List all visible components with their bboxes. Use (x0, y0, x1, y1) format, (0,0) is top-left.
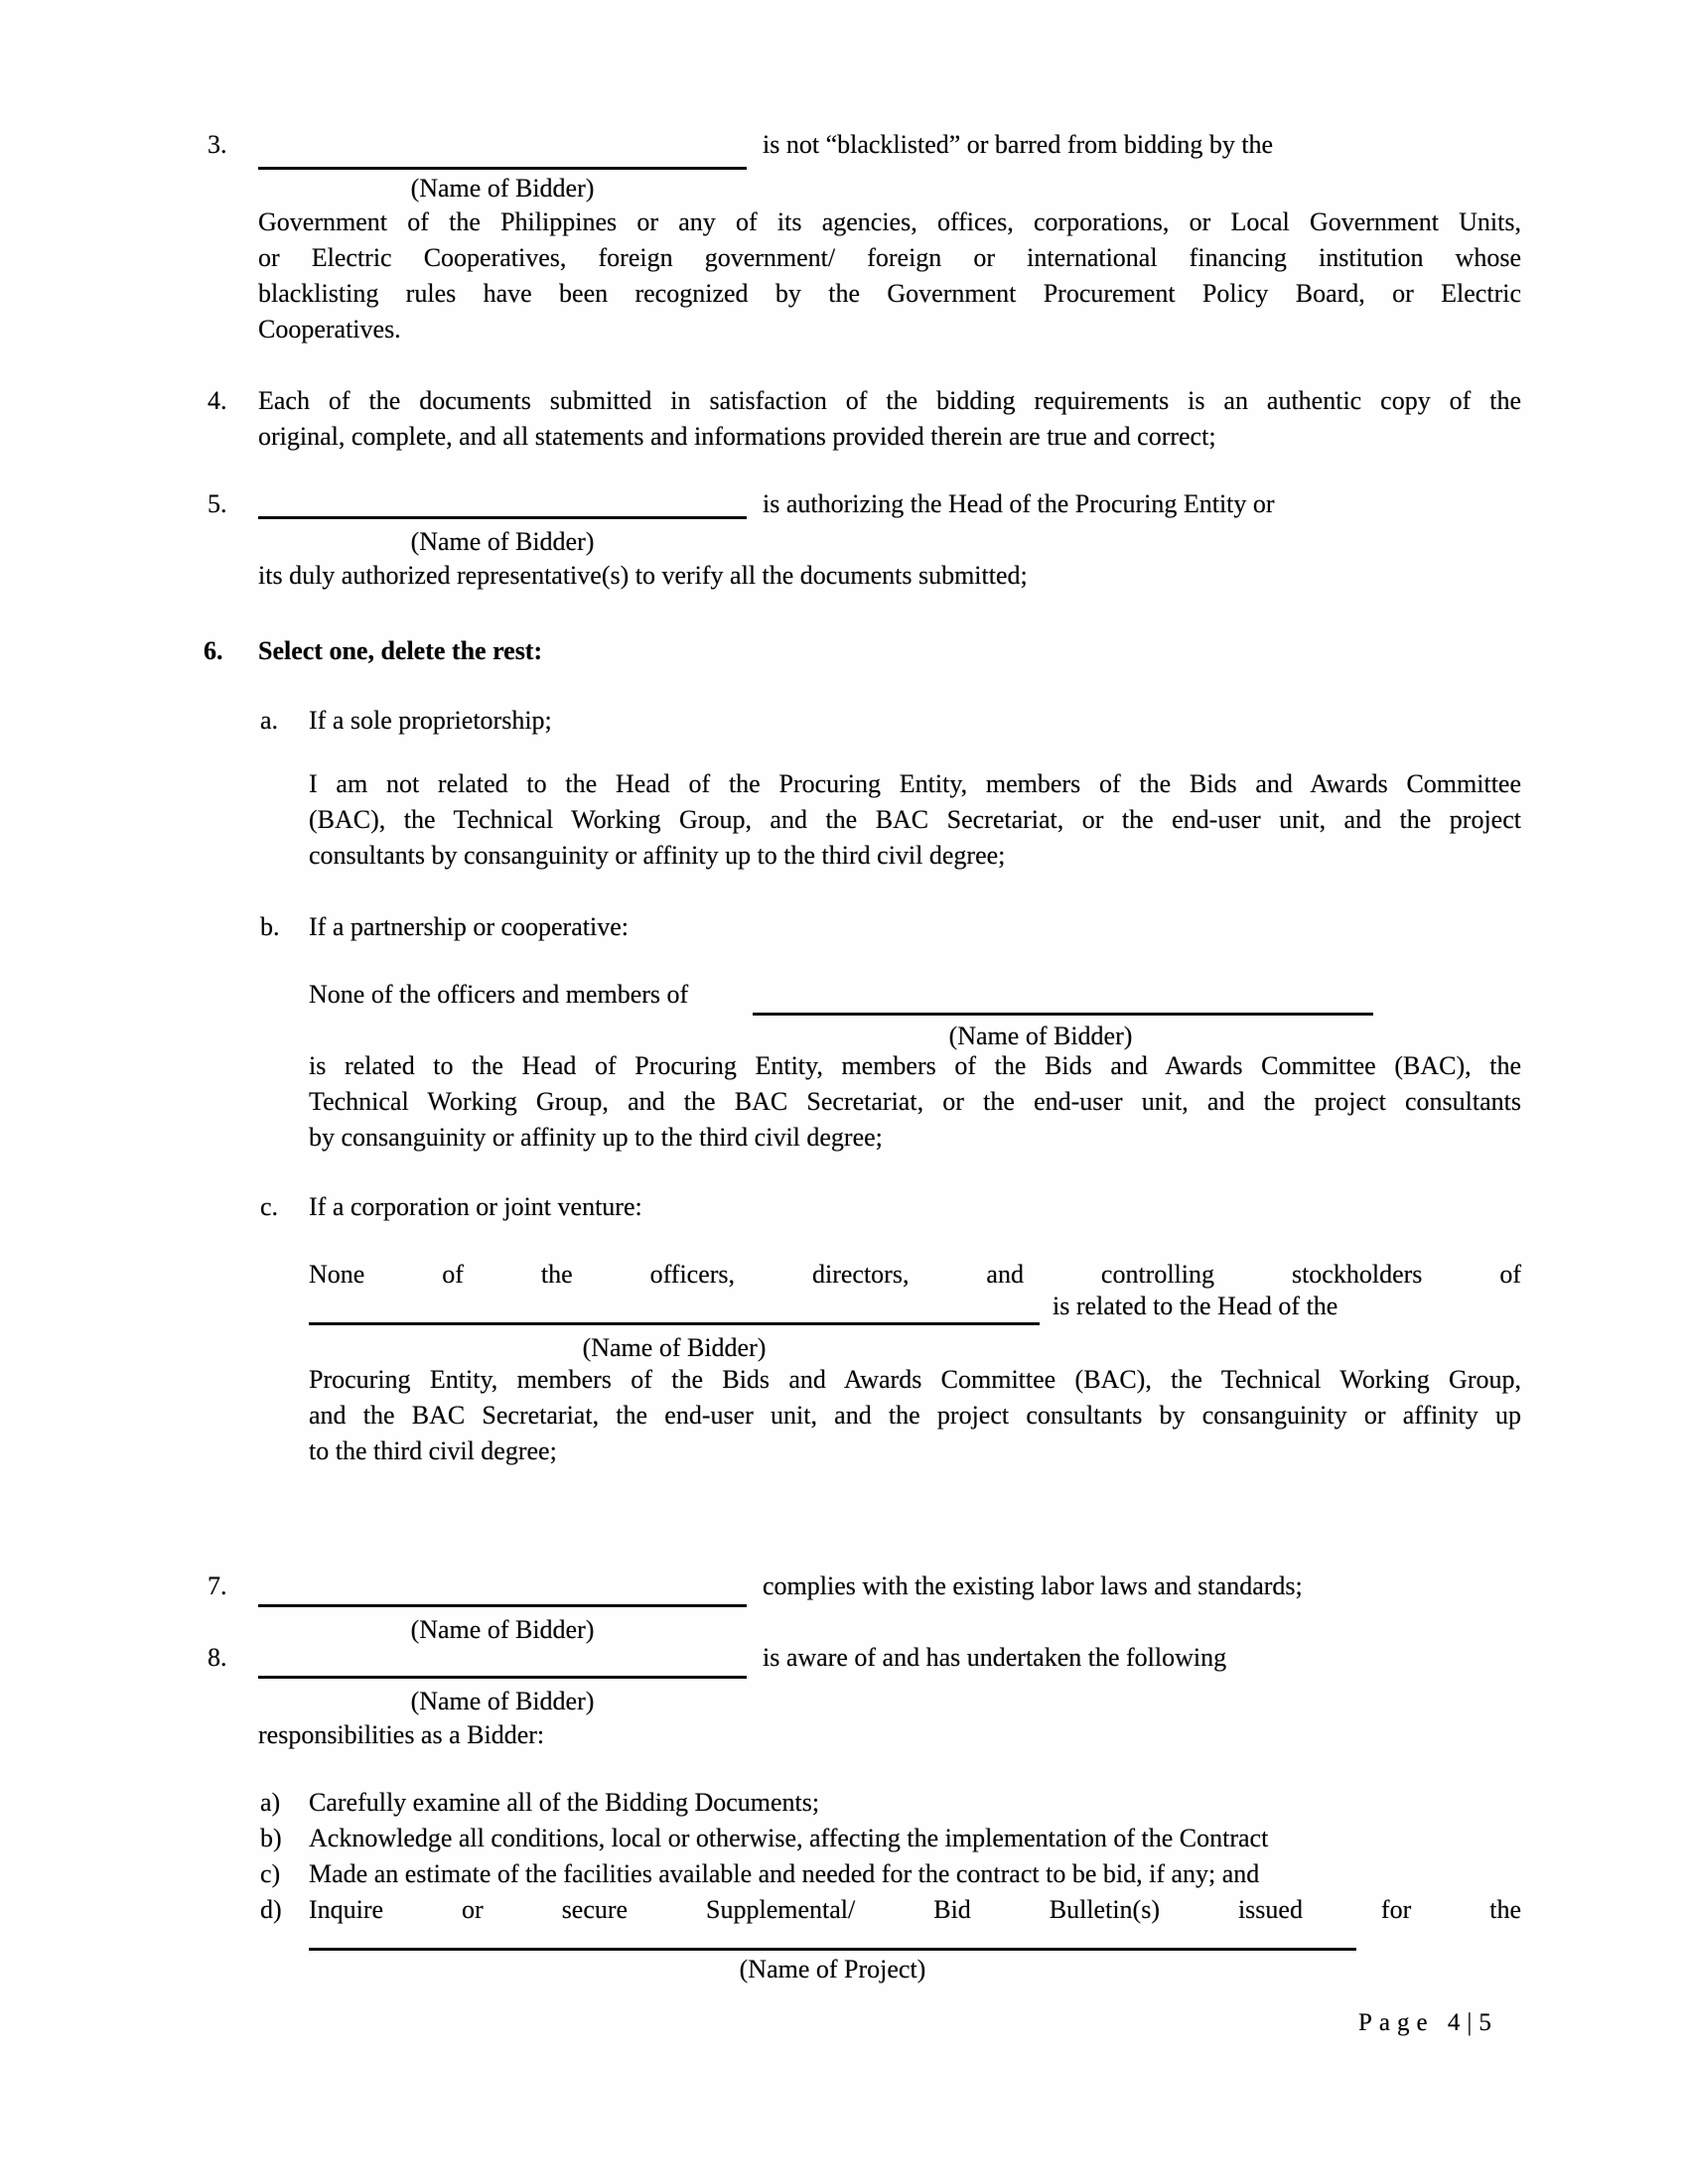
item-3-blank-caption: (Name of Bidder) (410, 174, 595, 203)
item-3-bidder-blank-line (258, 133, 747, 170)
paragraph-line: Government of the Philippines or any of its agencies, offices, corporations, or Local Government Units, (258, 207, 1521, 236)
paragraph-line: blacklisting rules have been recognized by the Government Procurement Policy Board, or Electric (258, 279, 1521, 308)
item-6b-lead: None of the officers and members of (309, 980, 689, 1009)
project-blank-line (309, 1914, 1356, 1951)
paragraph-line: Cooperatives. (258, 315, 401, 343)
item-6a-paragraph (309, 766, 1521, 874)
paragraph-line: consultants by consanguinity or affinity up to the third civil degree; (309, 841, 1006, 870)
item-6c-letter: c. (260, 1192, 279, 1221)
item-8c-text: Made an estimate of the facilities available and needed for the contract to be bid, if any; and (309, 1859, 1260, 1888)
paragraph-line: Each of the documents submitted in satisfaction of the bidding requirements is an authentic copy of the (258, 386, 1521, 415)
item-6b-letter: b. (260, 912, 280, 941)
paragraph-line: Procuring Entity, members of the Bids and Awards Committee (BAC), the Technical Working Group, (309, 1365, 1521, 1394)
item-6c-paragraph (309, 1362, 1521, 1469)
item-6-heading: Select one, delete the rest: (258, 636, 543, 665)
item-7-number: 7. (208, 1571, 227, 1600)
paragraph-line: (BAC), the Technical Working Group, and the BAC Secretariat, or the end-user unit, and the project (309, 805, 1521, 834)
item-3-text-after-blank: is not “blacklisted” or barred from bidding by the (763, 130, 1274, 159)
item-8-bidder-blank-line (258, 1642, 747, 1679)
item-8b-letter: b) (260, 1824, 282, 1852)
item-6c-bidder-blank-line (309, 1289, 1040, 1325)
item-6b-title: If a partnership or cooperative: (309, 912, 629, 941)
project-blank-caption: (Name of Project) (739, 1955, 926, 1983)
item-6b-paragraph (309, 1048, 1521, 1156)
item-3-number: 3. (208, 130, 227, 159)
item-8c-letter: c) (260, 1859, 281, 1888)
paragraph-line: by consanguinity or affinity up to the third civil degree; (309, 1123, 883, 1152)
item-5-blank-caption: (Name of Bidder) (410, 527, 595, 556)
item-6b-blank-caption: (Name of Bidder) (948, 1022, 1133, 1050)
item-6c-text-after-blank: is related to the Head of the (1053, 1292, 1338, 1320)
paragraph-line: to the third civil degree; (309, 1436, 557, 1465)
paragraph-line: is related to the Head of Procuring Entity, members of the Bids and Awards Committee (BAC), the (309, 1051, 1521, 1080)
item-4-number: 4. (208, 386, 227, 415)
item-8d-letter: d) (260, 1895, 282, 1924)
item-8a-text: Carefully examine all of the Bidding Documents; (309, 1788, 820, 1817)
paragraph-line: I am not related to the Head of the Procuring Entity, members of the Bids and Awards Committee (309, 769, 1521, 798)
item-6-number: 6. (204, 636, 223, 665)
item-4-paragraph (258, 383, 1521, 455)
item-5-text-after-blank: is authorizing the Head of the Procuring Entity or (763, 489, 1275, 518)
item-7-blank-caption: (Name of Bidder) (410, 1615, 595, 1644)
paragraph-line: or Electric Cooperatives, foreign government/ foreign or international financing institution whose (258, 243, 1521, 272)
item-6c-lead-justified: None of the officers, directors, and controlling stockholders of (309, 1260, 1521, 1289)
item-8d-text-justified: Inquire or secure Supplemental/ Bid Bulletin(s) issued for the (309, 1895, 1521, 1924)
item-7-text-after-blank: complies with the existing labor laws and standards; (763, 1571, 1303, 1600)
item-8-blank-caption: (Name of Bidder) (410, 1687, 595, 1715)
item-8a-letter: a) (260, 1788, 281, 1817)
paragraph-line: Technical Working Group, and the BAC Secretariat, or the end-user unit, and the project consultants (309, 1087, 1521, 1116)
item-8-continuation: responsibilities as a Bidder: (258, 1720, 545, 1749)
item-6a-letter: a. (260, 706, 279, 735)
item-3-paragraph (258, 205, 1521, 347)
page-number: Page 4|5 (1358, 2009, 1498, 2036)
item-6b-bidder-blank-line (753, 979, 1373, 1016)
item-6c-title: If a corporation or joint venture: (309, 1192, 642, 1221)
item-7-bidder-blank-line (258, 1570, 747, 1607)
item-8b-text: Acknowledge all conditions, local or otherwise, affecting the implementation of the Contract (309, 1824, 1269, 1852)
item-6a-title: If a sole proprietorship; (309, 706, 552, 735)
item-5-number: 5. (208, 489, 227, 518)
paragraph-line: and the BAC Secretariat, the end-user unit, and the project consultants by consanguinity or affinity up (309, 1401, 1521, 1430)
item-8-text-after-blank: is aware of and has undertaken the following (763, 1643, 1227, 1672)
item-5-bidder-blank-line (258, 482, 747, 519)
item-6c-blank-caption: (Name of Bidder) (582, 1333, 767, 1362)
item-5-continuation: its duly authorized representative(s) to verify all the documents submitted; (258, 561, 1028, 590)
paragraph-line: original, complete, and all statements and informations provided therein are true and correct; (258, 422, 1216, 451)
item-8-number: 8. (208, 1643, 227, 1672)
